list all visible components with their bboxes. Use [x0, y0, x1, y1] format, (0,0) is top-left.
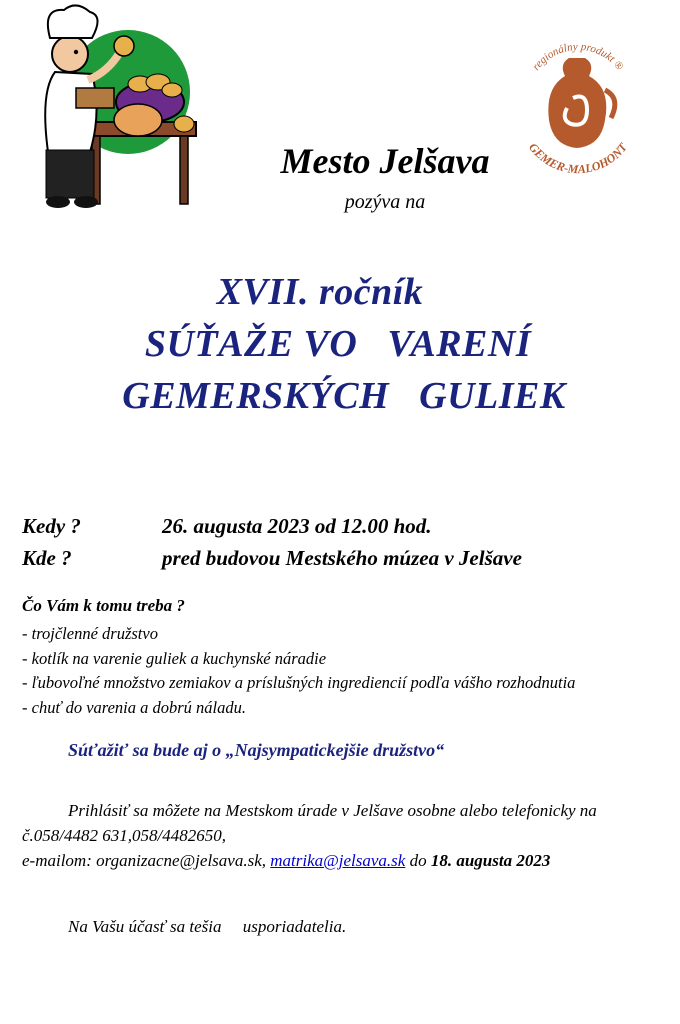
needs-item: - trojčlenné družstvo [22, 624, 158, 643]
needs-item: - ľubovoľné množstvo zemiakov a príslušných ingrediencií podľa vášho rozhodnutia [22, 673, 576, 692]
when-value: 26. augusta 2023 od 12.00 hod. [162, 514, 432, 538]
where-label: Kde ? [22, 546, 72, 570]
event-title-line-1: XVII. ročník [216, 271, 424, 313]
svg-text:GEMER-MALOHONT: GEMER-MALOHONT [526, 140, 630, 177]
needs-list [22, 622, 575, 720]
registration-info [22, 798, 662, 873]
svg-text:regionálny produkt ®: regionálny produkt ® [530, 40, 626, 73]
registration-line-1: Prihlásiť sa môžete na Mestskom úrade v Jelšave osobne alebo telefonicky na [68, 801, 597, 820]
when-label: Kedy ? [22, 514, 81, 538]
needs-item: - kotlík na varenie guliek a kuchynské náradie [22, 648, 327, 668]
registration-phones: č.058/4482 631,058/4482650, [22, 826, 226, 845]
event-title-line-2: SÚŤAŽE VO VARENÍ [144, 323, 532, 365]
where-value: pred budovou Mestského múzea v Jelšave [162, 546, 522, 570]
invite-text: pozýva na [344, 191, 426, 213]
where-row [22, 546, 622, 572]
deadline-prefix: do [409, 851, 427, 870]
needs-heading: Čo Vám k tomu treba ? [22, 596, 185, 615]
contest-note: Súťažiť sa bude aj o „Najsympatickejšie družstvo“ [68, 740, 445, 760]
when-row [22, 514, 622, 540]
needs-item: - chuť do varenia a dobrú náladu. [22, 697, 246, 717]
town-name: Mesto Jelšava [280, 141, 490, 181]
email-link[interactable]: matrika@jelsava.sk [270, 851, 406, 870]
deadline-date: 18. augusta 2023 [430, 851, 551, 870]
closing-text: Na Vašu účasť sa tešia usporiadatelia. [68, 917, 347, 936]
registration-email-prefix: e-mailom: organizacne@jelsava.sk, [22, 851, 266, 870]
event-title-line-3: GEMERSKÝCH GULIEK [122, 375, 566, 417]
